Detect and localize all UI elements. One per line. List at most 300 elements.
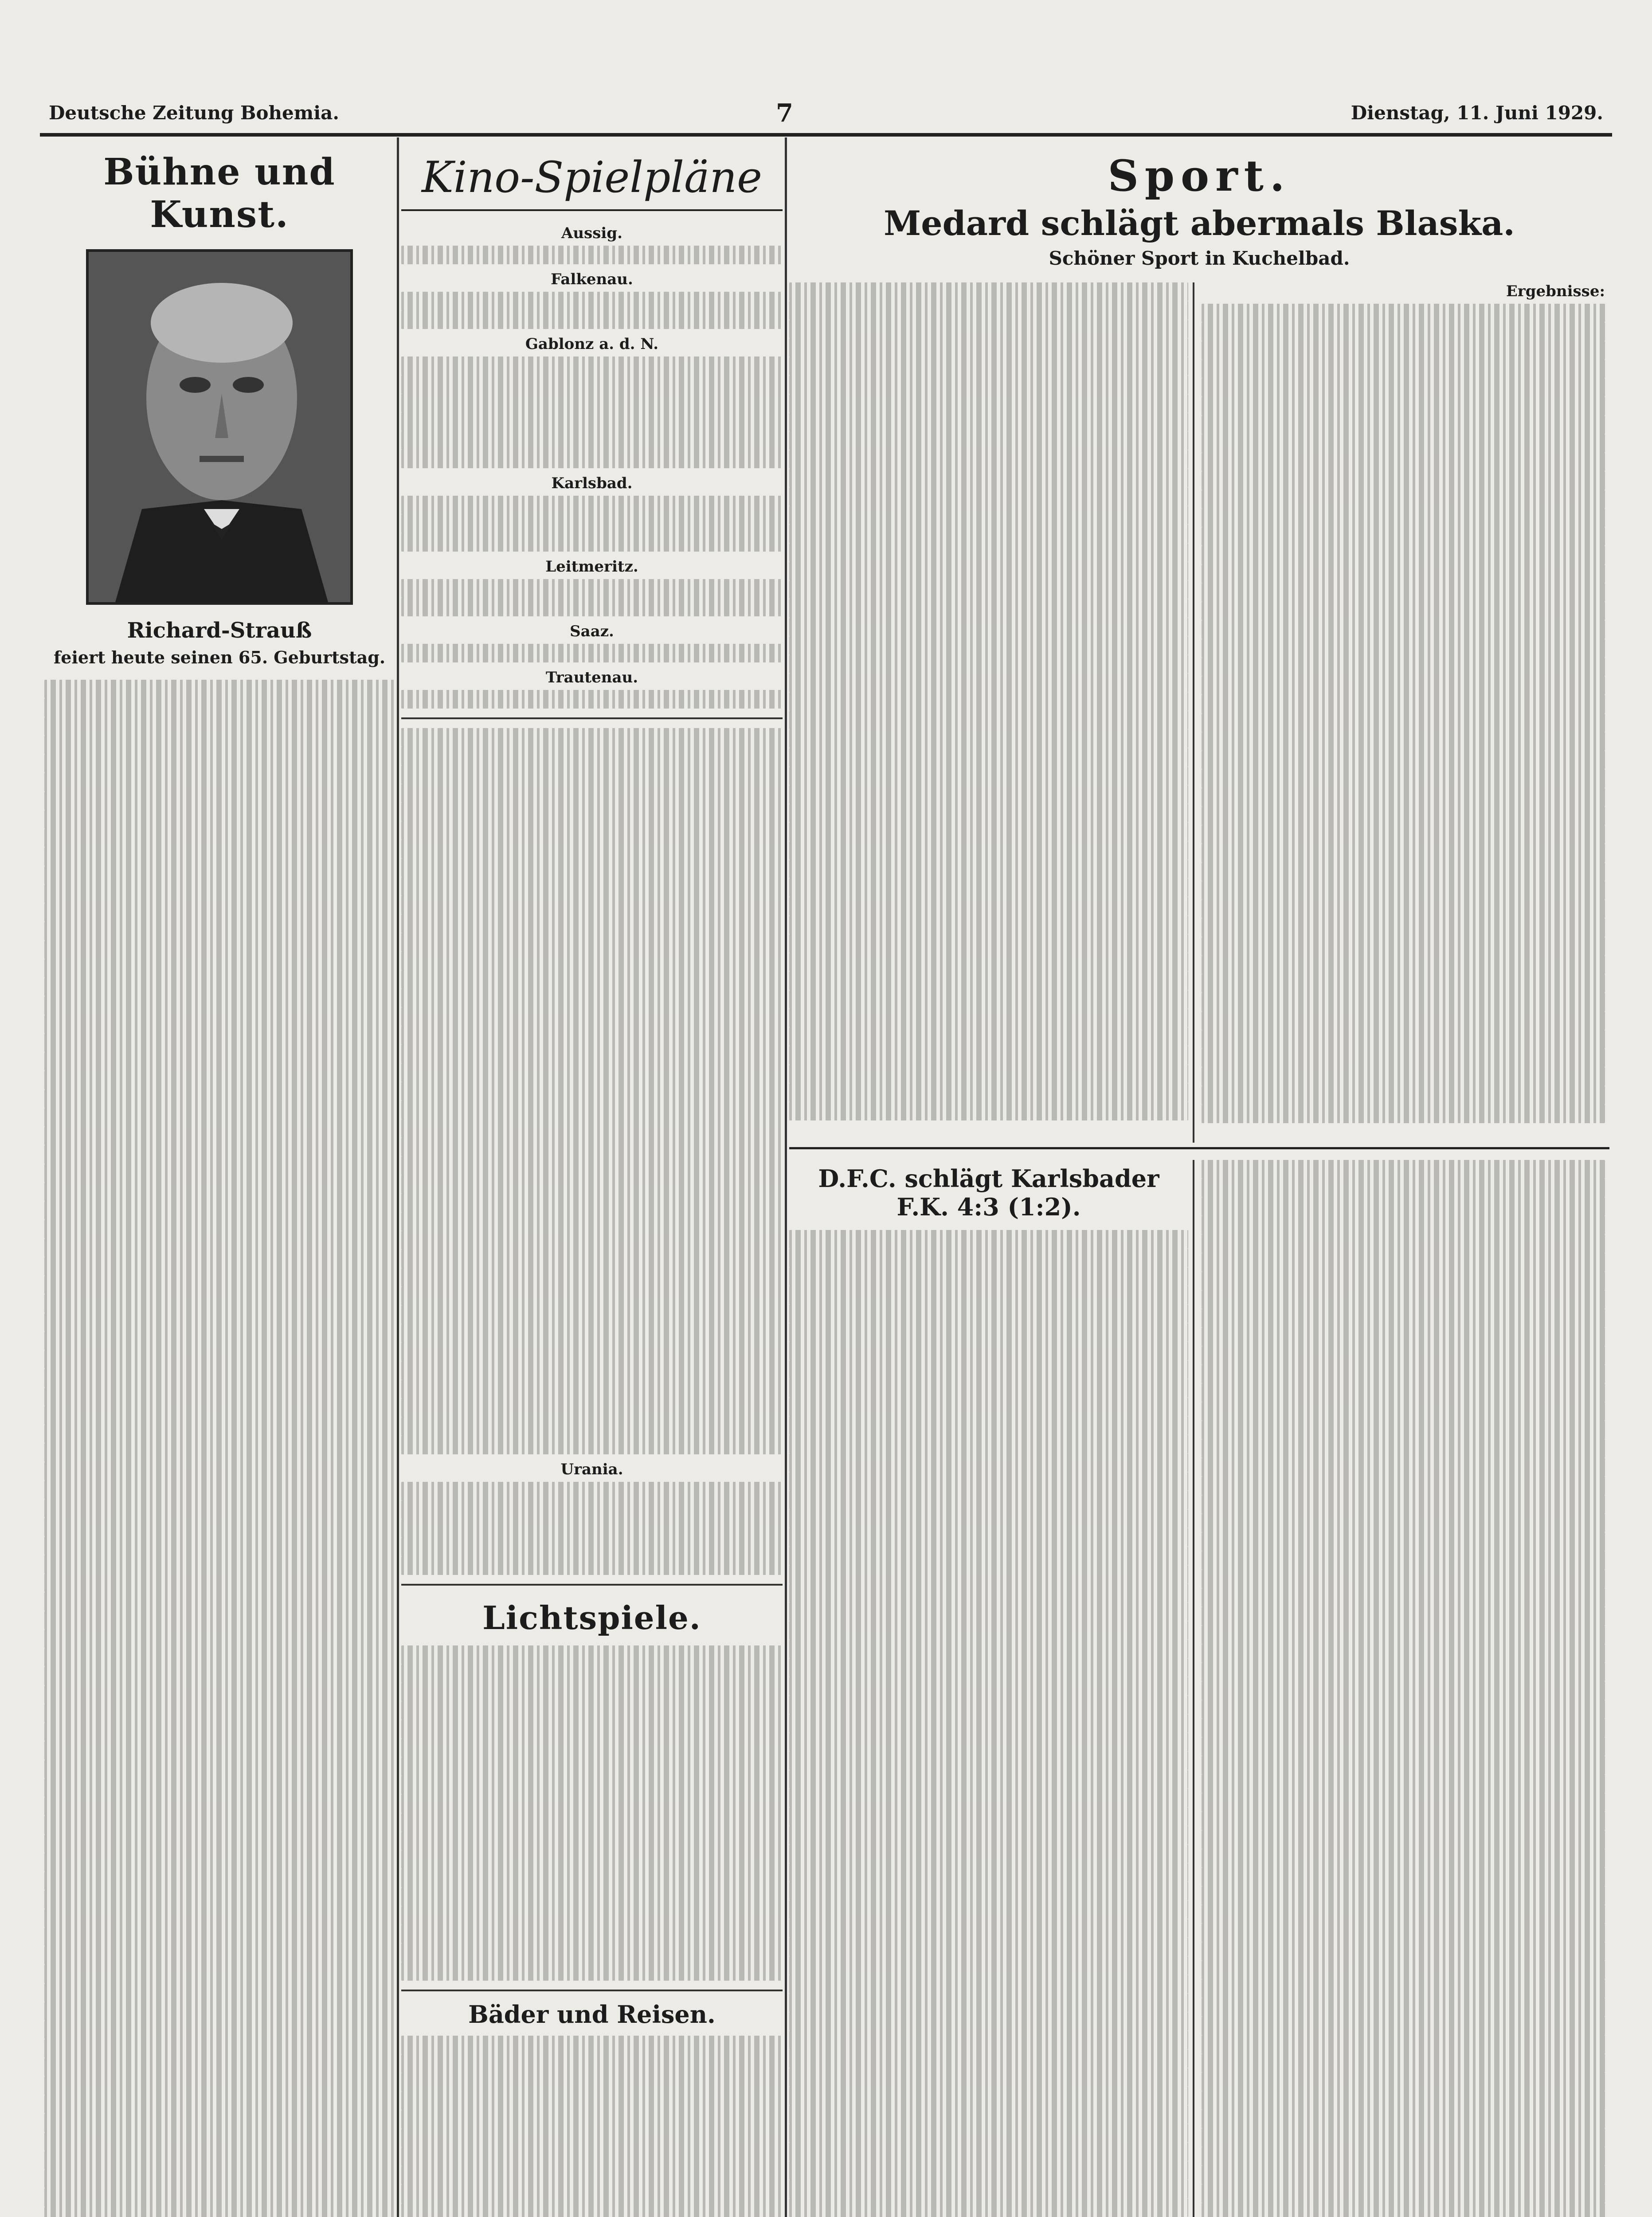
text-line [789,1249,1188,1267]
text-line [401,1813,783,1832]
text-line [789,897,1188,916]
text-line [789,1584,1188,1602]
text-line [401,2185,783,2203]
text-line [1202,602,1605,620]
text-line [401,2036,783,2054]
text-line [1202,304,1605,322]
portrait-image [89,252,350,602]
text-line [789,804,1188,823]
text-line [401,1888,783,1906]
city-label-gablonz: Gablonz a. d. N. [525,335,659,353]
text-line [789,655,1188,674]
text-line [789,841,1188,860]
column-divider [1193,1160,1194,2217]
text-line [789,1696,1188,1714]
text-line [1202,1290,1605,1309]
city-label-leitmeritz: Leitmeritz. [545,558,638,576]
text-line [401,2092,783,2110]
text-line [789,487,1188,506]
section-title: Bühne und Kunst. [103,151,336,236]
text-line [401,394,783,412]
text-line [789,450,1188,469]
text-line [44,2207,395,2217]
text-line [401,2054,783,2073]
text-line [401,803,783,821]
text-line [44,1890,395,1909]
text-line [1202,2166,1605,2184]
text-line [401,1156,783,1175]
sport-article-columns [789,282,1609,1143]
text-line [1202,1067,1605,1086]
text-line [44,717,395,736]
text-line [1202,1812,1605,1830]
text-line [401,1361,783,1380]
text-line [44,903,395,922]
text-line [44,940,395,959]
text-line [1202,360,1605,378]
text-line [1202,900,1605,918]
text-line [789,1304,1188,1323]
text-line [401,952,783,970]
text-line [789,1267,1188,1286]
text-line [1202,509,1605,527]
text-line [789,320,1188,338]
issue-date: Dienstag, 11. Juni 1929. [1351,102,1603,124]
text-line [789,1621,1188,1640]
text-line [401,1556,783,1575]
text-line [789,413,1188,431]
text-line [1202,1179,1605,1197]
text-line [1202,1049,1605,1067]
text-line [1202,788,1605,807]
text-line [1202,1495,1605,1514]
text-line [401,450,783,468]
text-line [401,1231,783,1250]
text-line [401,1925,783,1943]
text-line [1202,1197,1605,1216]
text-line [789,1863,1188,1882]
text-line [44,1462,395,1481]
text-line [1202,341,1605,360]
text-line [401,1720,783,1739]
sport-article-left [789,282,1188,1120]
text-line [1202,713,1605,732]
text-line [44,2076,395,2095]
text-line [401,1850,783,1869]
text-line [44,1015,395,1034]
text-line [789,878,1188,897]
text-line [44,1816,395,1834]
text-line [401,1683,783,1701]
text-line [401,840,783,858]
text-line [789,506,1188,525]
lichtspiele-title: Lichtspiele. [482,1599,701,1637]
text-line [401,1906,783,1925]
text-line [789,1528,1188,1547]
text-line [1202,732,1605,751]
text-line [401,2129,783,2147]
text-line [401,2203,783,2217]
text-line [789,338,1188,357]
text-line [44,959,395,978]
text-line [1202,322,1605,341]
text-line [401,310,783,329]
text-line [789,1379,1188,1398]
text-line [44,773,395,791]
text-line [789,1360,1188,1379]
page-number: 7 [776,98,793,128]
text-line [44,1946,395,1965]
text-line [44,1760,395,1778]
text-line [789,1807,1188,1826]
sport-results [1202,282,1605,1123]
column-kino-spielplaene [401,142,783,2217]
text-line [401,2110,783,2129]
divider [401,717,783,719]
text-line [401,2073,783,2092]
text-line [789,2124,1188,2143]
city-label-aussig: Aussig. [561,224,622,242]
text-line [401,1063,783,1082]
text-line [1202,2184,1605,2203]
text-line [401,1007,783,1026]
text-line [44,1741,395,1760]
text-line [401,858,783,877]
text-line [44,1294,395,1313]
text-line [1202,397,1605,415]
running-header [49,93,1603,133]
text-line [401,1138,783,1156]
text-line [401,1398,783,1417]
text-line [401,784,783,803]
text-line [1202,1328,1605,1346]
text-line [789,1416,1188,1435]
text-line [44,1574,395,1592]
text-line [789,934,1188,953]
text-line [789,990,1188,1009]
text-line [1202,583,1605,602]
text-line [789,394,1188,413]
text-line [44,1387,395,1406]
text-line [401,1194,783,1212]
text-line [401,1417,783,1436]
text-line [789,860,1188,878]
text-line [1202,2091,1605,2110]
text-line [1202,527,1605,546]
text-line [789,1789,1188,1807]
text-line [44,2132,395,2151]
text-line [789,1714,1188,1733]
text-line [44,1145,395,1164]
text-line [401,1175,783,1194]
text-line [44,2114,395,2132]
text-line [44,1723,395,1741]
text-line [1202,2110,1605,2128]
text-line [1202,676,1605,695]
text-line [401,728,783,747]
text-line [789,357,1188,376]
text-line [44,1313,395,1332]
text-line [401,356,783,375]
text-line [1202,378,1605,397]
text-line [789,1083,1188,1102]
text-line [1202,1942,1605,1961]
text-line [1202,1253,1605,1272]
text-line [44,1853,395,1872]
dfc-article [789,1160,1188,2217]
text-line [44,2002,395,2021]
city-label-saaz: Saaz. [570,623,614,640]
text-line [789,692,1188,711]
text-line [401,1212,783,1231]
text-line [44,1406,395,1425]
text-line [401,821,783,840]
text-line [789,301,1188,320]
text-line [401,1119,783,1138]
text-line [1202,1234,1605,1253]
text-line [1202,2035,1605,2054]
text-line [1202,658,1605,676]
text-line [401,1500,783,1519]
city-label-karlsbad: Karlsbad. [551,474,633,492]
text-line [789,1102,1188,1120]
text-line [1202,807,1605,825]
text-line [1202,546,1605,564]
urania-title: Urania. [560,1461,623,1478]
text-line [401,1645,783,1664]
text-line [789,729,1188,748]
text-line [1202,453,1605,471]
text-line [789,2012,1188,2031]
text-line [401,1287,783,1305]
column-buehne-und-kunst [44,142,395,2217]
text-line [789,2068,1188,2087]
text-line [401,292,783,310]
text-line [401,690,783,709]
results-label: Ergebnisse: [1506,282,1605,300]
text-line [401,1082,783,1101]
city-label-trautenau: Trautenau. [545,669,638,686]
text-line [401,644,783,662]
text-line [789,785,1188,804]
portrait-photo [86,249,353,605]
text-line [401,1794,783,1813]
text-line [401,747,783,765]
text-line [401,1519,783,1538]
section-rule [789,1147,1609,1149]
text-line [401,1776,783,1794]
sport-lower-columns [789,1160,1609,2217]
text-line [401,514,783,533]
text-line [1202,1383,1605,1402]
text-line [1202,2147,1605,2166]
text-line [44,1052,395,1071]
text-line [789,580,1188,599]
portrait-caption: Richard-Strauß [127,618,312,643]
text-line [789,767,1188,785]
text-line [789,599,1188,618]
text-line [401,1832,783,1850]
text-line [1202,639,1605,658]
text-line [1202,844,1605,862]
text-line [44,1872,395,1890]
header-rule [40,133,1612,137]
text-line [789,1602,1188,1621]
text-line [44,1648,395,1667]
text-line [789,2161,1188,2180]
text-line [44,1350,395,1369]
text-line [1202,937,1605,956]
text-line [401,579,783,598]
text-line [789,2087,1188,2105]
article-text-block [44,680,395,2217]
text-line [789,1882,1188,1900]
divider [401,1990,783,1991]
portrait-subcaption: feiert heute seinen 65. Geburtstag. [53,647,386,667]
text-line [1202,1737,1605,1756]
baeder-title: Bäder und Reisen. [468,2000,716,2029]
text-line [44,1164,395,1183]
text-line [789,2049,1188,2068]
text-line [44,698,395,717]
text-line [44,885,395,903]
text-line [789,1509,1188,1528]
text-line [401,1045,783,1063]
text-line [1202,1160,1605,1179]
text-line [401,1026,783,1045]
text-line [789,916,1188,934]
text-line [1202,2203,1605,2217]
text-line [1202,1998,1605,2017]
column-divider [785,137,787,2217]
text-line [789,1027,1188,1046]
text-line [1202,956,1605,974]
text-line [789,674,1188,692]
text-line [44,1909,395,1927]
text-line [789,1009,1188,1027]
text-line [401,412,783,431]
text-line [789,1286,1188,1304]
text-line [44,2170,395,2188]
text-line [401,933,783,952]
text-line [1202,1272,1605,1290]
text-line [789,971,1188,990]
text-line [1202,862,1605,881]
text-line [1202,695,1605,713]
text-line [44,2021,395,2039]
text-line [401,1757,783,1776]
text-line [44,680,395,698]
text-line [1202,769,1605,788]
text-line [789,1398,1188,1416]
text-line [401,496,783,514]
text-line [1202,1607,1605,1626]
text-line [789,1658,1188,1677]
text-line [44,1481,395,1499]
text-line [401,1701,783,1720]
text-line [1202,1532,1605,1551]
text-line [1202,1105,1605,1123]
text-line [401,1436,783,1454]
text-line [44,1201,395,1220]
text-line [789,1065,1188,1083]
text-line [401,1739,783,1757]
text-line [789,1733,1188,1751]
text-line [1202,1756,1605,1774]
text-line [789,2198,1188,2217]
text-line [44,1629,395,1648]
text-line [44,1089,395,1108]
text-line [401,1482,783,1500]
text-line [789,1770,1188,1789]
text-line [44,2151,395,2170]
text-line [401,1250,783,1268]
text-line [1202,1849,1605,1868]
column-divider [1193,282,1194,1143]
text-line [401,896,783,914]
text-line [1202,2128,1605,2147]
text-line [44,1834,395,1853]
text-line [789,711,1188,729]
text-line [44,1667,395,1685]
text-line [1202,751,1605,769]
text-line [44,1983,395,2002]
text-line [1202,1551,1605,1570]
sport-subheadline: Schöner Sport in Kuchelbad. [1049,247,1350,269]
divider [401,1584,783,1586]
text-line [44,2188,395,2207]
text-line [1202,1979,1605,1998]
text-line [789,431,1188,450]
text-line [1202,1346,1605,1365]
text-line [44,1183,395,1201]
text-line [1202,1458,1605,1477]
text-line [401,989,783,1007]
text-line [789,1938,1188,1956]
text-line [1202,1514,1605,1532]
text-line [789,562,1188,580]
text-line [401,375,783,394]
text-line [44,1965,395,1983]
text-line [789,953,1188,971]
text-line [44,1704,395,1723]
text-line [401,1268,783,1287]
text-line [401,1380,783,1398]
text-line [1202,974,1605,993]
text-line [44,847,395,866]
text-line [789,1845,1188,1863]
text-line [1202,471,1605,490]
text-line [1202,918,1605,937]
text-line [44,2039,395,2058]
text-line [44,810,395,829]
text-line [401,1101,783,1119]
text-line [789,282,1188,301]
text-line [44,1425,395,1443]
text-line [44,754,395,773]
text-line [1202,1365,1605,1383]
text-line [1202,2017,1605,2035]
text-line [789,1956,1188,1975]
text-line [44,736,395,754]
text-line [789,2031,1188,2049]
text-line [1202,1961,1605,1979]
text-line [44,791,395,810]
text-line [44,1518,395,1536]
text-line [1202,1421,1605,1439]
text-line [401,1538,783,1556]
text-line [401,1664,783,1683]
